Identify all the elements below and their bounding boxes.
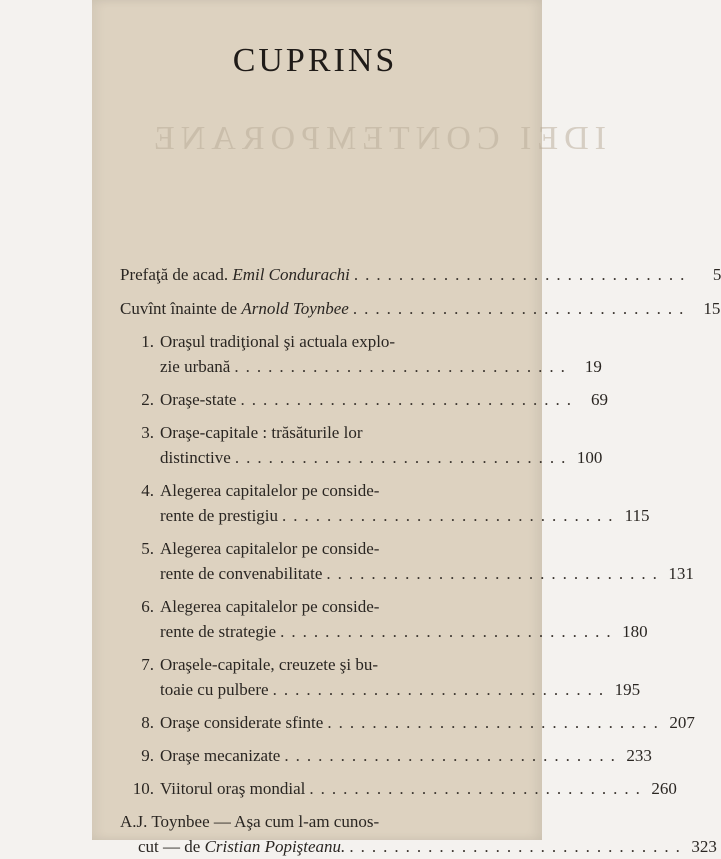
- chapter-number: 6.: [141, 597, 154, 616]
- toc-entry-chapter-10: [120, 776, 677, 801]
- dot-leader: ..............................: [327, 713, 665, 732]
- toc-entry-continuation: rente de convenabilitate: [160, 564, 323, 583]
- dot-leader: ..............................: [280, 622, 618, 641]
- dot-leader: ..............................: [240, 390, 578, 409]
- toc-entry-text: Oraşele-capitale, creuzete şi bu-: [160, 655, 379, 674]
- chapter-number: 3.: [141, 423, 154, 442]
- toc-entry-text: A.J. Toynbee — Aşa cum l-am cunos-: [120, 812, 380, 831]
- page-number: 131: [668, 564, 694, 583]
- toc-entry-continuation: rente de prestigiu: [160, 506, 279, 525]
- toc-entry-text: Oraşe mecanizate: [160, 746, 281, 765]
- toc-entry-chapter-3: [120, 420, 603, 470]
- chapter-number: 4.: [141, 481, 154, 500]
- toc-entry-text: Cuvînt înainte de Arnold Toynbee: [120, 299, 349, 318]
- dot-leader: ..............................: [284, 746, 622, 765]
- toc-entry-chapter-2: [120, 387, 608, 412]
- toc-entry-chapter-1: [120, 329, 602, 379]
- toc-entry-chapter-4: [120, 478, 650, 528]
- toc-entry-chapter-6: [120, 594, 648, 644]
- toc-entry-chapter-5: [120, 536, 694, 586]
- table-of-contents: [120, 262, 721, 859]
- chapter-number: 10.: [132, 779, 154, 798]
- toc-entry-chapter-9: [120, 743, 652, 768]
- toc-entry-text: Alegerea capitalelor pe conside-: [160, 597, 380, 616]
- toc-entry-text: Oraşe considerate sfinte: [160, 713, 324, 732]
- dot-leader: ..............................: [309, 779, 647, 798]
- bleed-through-text: IDEI CONTEMPORANE: [148, 120, 607, 157]
- toc-entry-text: Oraşe-capitale : trăsăturile lor: [160, 423, 363, 442]
- page-number: 207: [669, 713, 695, 732]
- chapter-number: 5.: [141, 539, 154, 558]
- chapter-number: 2.: [141, 390, 154, 409]
- chapter-number: 7.: [141, 655, 154, 674]
- dot-leader: ..............................: [352, 299, 691, 318]
- toc-entry-text: Alegerea capitalelor pe conside-: [160, 481, 380, 500]
- page-number: 323: [691, 837, 717, 856]
- page-number: 69: [590, 390, 608, 409]
- page-number: 19: [584, 357, 602, 376]
- toc-entry-text: Viitorul oraş mondial: [160, 779, 306, 798]
- toc-entry-chapter-7: [120, 652, 641, 702]
- dot-leader: ..............................: [234, 357, 572, 376]
- toc-entry-preface: [120, 262, 721, 287]
- author-name: Cristian Popişteanu.: [204, 837, 346, 856]
- chapter-number: 8.: [141, 713, 154, 732]
- page-number: 115: [624, 506, 650, 525]
- page-number: 233: [626, 746, 652, 765]
- page-number: 100: [576, 448, 603, 467]
- page-number: 195: [614, 680, 641, 699]
- page-number: 260: [651, 779, 677, 798]
- toc-entry-chapter-8: [120, 710, 695, 735]
- dot-leader: ..............................: [353, 265, 692, 284]
- toc-entry-continuation: toaie cu pulbere: [160, 680, 269, 699]
- dot-leader: ..............................: [282, 506, 620, 525]
- page-number: 180: [622, 622, 648, 641]
- toc-entry-continuation: rente de strategie: [160, 622, 277, 641]
- page-title: CUPRINS: [232, 42, 398, 79]
- toc-entry-text: Oraşul tradiţional şi actuala explo-: [160, 332, 396, 351]
- toc-entry-afterword: [120, 809, 717, 859]
- toc-entry-continuation: distinctive: [160, 448, 231, 467]
- chapter-number: 1.: [141, 332, 154, 351]
- author-name: Arnold Toynbee: [241, 299, 349, 318]
- author-name: Emil Condurachi: [232, 265, 350, 284]
- chapter-number: 9.: [141, 746, 154, 765]
- toc-entry-continuation: zie urbană: [160, 357, 231, 376]
- dot-leader: ..............................: [326, 564, 664, 583]
- toc-entry-foreword: [120, 296, 721, 321]
- page-number: 15: [703, 299, 721, 318]
- dot-leader: ..............................: [234, 448, 573, 467]
- dot-leader: ..............................: [272, 680, 611, 699]
- page-number: 5: [712, 265, 721, 284]
- toc-entry-text: Alegerea capitalelor pe conside-: [160, 539, 380, 558]
- toc-entry-text: Prefaţă de acad. Emil Condurachi: [120, 265, 350, 284]
- toc-entry-text: Oraşe-state: [160, 390, 237, 409]
- dot-leader: ..............................: [349, 837, 687, 856]
- toc-entry-continuation: cut — de Cristian Popişteanu.: [138, 837, 346, 856]
